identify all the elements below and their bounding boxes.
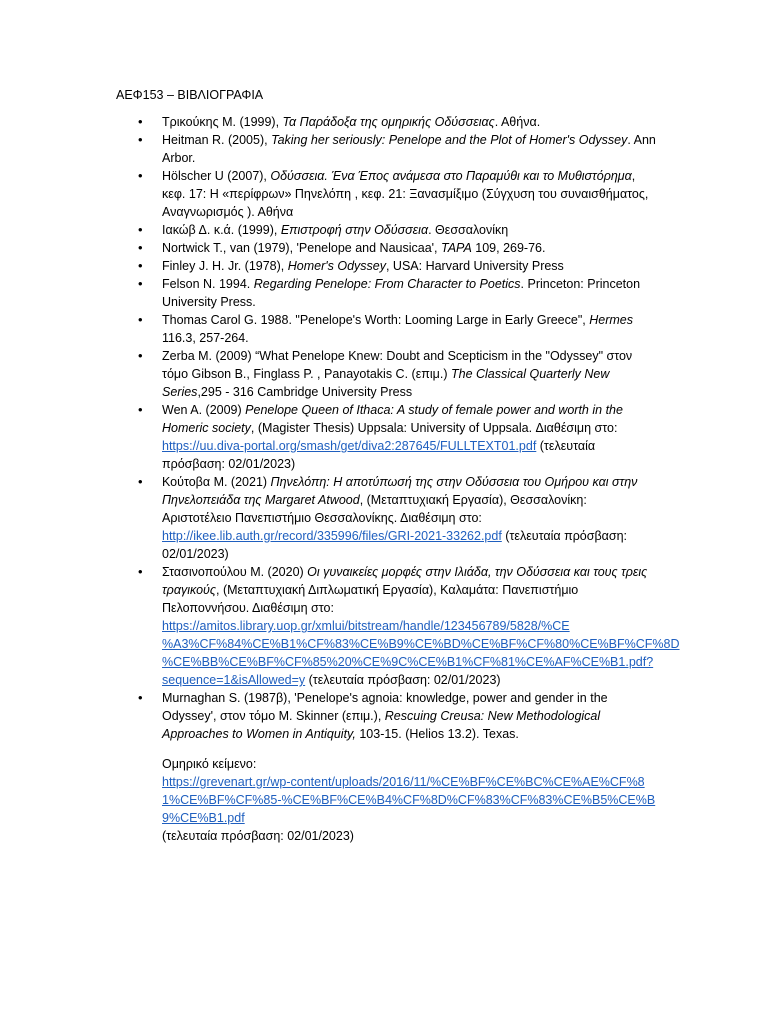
bibliography-entry: • Hölscher U (2007), Οδύσσεια. Ένα Έπος ανάμεσα στο Παραμύθι και το Μυθιστόρημα, κεφ. 17: Η «περίφρων» Πηνελόπη , κεφ. 21: Ξανασμίξιμο (Σύγχυση του συναισθήματος, Αναγνωρισμός ). Αθήνα xyxy=(116,167,656,221)
source-link[interactable]: http://ikee.lib.auth.gr/record/335996/files/GRI-2021-33262.pdf xyxy=(162,529,502,543)
bibliography-entry: • Στασινοπούλου Μ. (2020) Οι γυναικείες μορφές στην Ιλιάδα, την Οδύσσεια και τους τρεις τραγικούς, (Μεταπτυχιακή Διπλωματική Εργασία), Καλαμάτα: Πανεπιστήμιο Πελοποννήσου. Διαθέσιμη στο: https://amitos.library.uop.gr/xmlui/bitstream/handle/123456789/5828/%CE %A3%CF%84%CE%B1%CF%83%CE%B9%CE%BD%CE%BF%CF%80%CE%BF%CF%8D %CE%BB%CE%BF%CF%85%20%CE%9C%CE%B1%CF%81%CE%AF%CE%B1.pdf? sequence=1&isAllowed=y (τελευταία πρόσβαση: 02/01/2023) xyxy=(116,563,656,689)
source-link[interactable]: https://uu.diva-portal.org/smash/get/diva2:287645/FULLTEXT01.pdf xyxy=(162,439,537,453)
document-title: ΑΕΦ153 – ΒΙΒΛΙΟΓΡΑΦΙΑ xyxy=(116,88,264,102)
homeric-text-section xyxy=(162,755,662,845)
bibliography-entry: • Ιακώβ Δ. κ.ά. (1999), Επιστροφή στην Οδύσσεια. Θεσσαλονίκη xyxy=(116,221,656,239)
bibliography-entry: • Murnaghan S. (1987β), 'Penelope's agnoia: knowledge, power and gender in the Odyssey', στον τόμο M. Skinner (επιμ.), Rescuing Creusa: New Methodological Approaches to Women in Antiquity, 103-15. (Helios 13.2). Texas. xyxy=(116,689,656,743)
homeric-text-link[interactable]: https://grevenart.gr/wp-content/uploads/2016/11/%CE%BF%CE%BC%CE%AE%CF%81%CE%BF%CF%85-%CE%BF%CE%B4%CF%8D%CF%83%CF%83%CE%B5%CE%B9%CE%B1.pdf xyxy=(162,775,656,825)
bibliography-entry: • Finley J. H. Jr. (1978), Homer's Odyssey, USA: Harvard University Press xyxy=(116,257,656,275)
bibliography-entry: • Zerba M. (2009) “What Penelope Knew: Doubt and Scepticism in the "Odyssey" στον τόμο Gibson B., Finglass P. , Panayotakis C. (επιμ.) The Classical Quarterly New Series,295 - 316 Cambridge University Press xyxy=(116,347,656,401)
source-link[interactable]: https://amitos.library.uop.gr/xmlui/bitstream/handle/123456789/5828/%CE %A3%CF%84%CE%B1%CF%83%CE%B9%CE%BD%CE%BF%CF%80%CE%BF%CF%8D %CE%BB%CE%BF%CF%85%20%CE%9C%CE%B1%CF%81%CE%AF%CE%B1.pdf? sequence=1&isAllowed=y xyxy=(162,619,680,687)
homeric-heading: Ομηρικό κείμενο: xyxy=(162,757,257,771)
bibliography-entry: • Τρικούκης Μ. (1999), Τα Παράδοξα της ομηρικής Οδύσσειας. Αθήνα. xyxy=(116,113,656,131)
bibliography-entry: • Felson N. 1994. Regarding Penelope: From Character to Poetics. Princeton: Princeton University Press. xyxy=(116,275,656,311)
bibliography-entry: • Heitman R. (2005), Taking her seriously: Penelope and the Plot of Homer's Odyssey. Ann Arbor. xyxy=(116,131,656,167)
bibliography-entry: • Nortwick T., van (1979), 'Penelope and Nausicaa', TAPA 109, 269-76. xyxy=(116,239,656,257)
last-access-note: (τελευταία πρόσβαση: 02/01/2023) xyxy=(162,829,354,843)
bibliography-entry: • Wen A. (2009) Penelope Queen of Ithaca: A study of female power and worth in the Homeric society, (Magister Thesis) Uppsala: University of Uppsala. Διαθέσιμη στο: https://uu.diva-portal.org/smash/get/diva2:287645/FULLTEXT01.pdf (τελευταία πρόσβαση: 02/01/2023) xyxy=(116,401,656,473)
bibliography-entry: • Κούτοβα Μ. (2021) Πηνελόπη: Η αποτύπωσή της στην Οδύσσεια του Ομήρου και στην Πηνελοπειάδα της Margaret Atwood, (Μεταπτυχιακή Εργασία), Θεσσαλονίκη: Αριστοτέλειο Πανεπιστήμιο Θεσσαλονίκης. Διαθέσιμη στο: http://ikee.lib.auth.gr/record/335996/files/GRI-2021-33262.pdf (τελευταία πρόσβαση: 02/01/2023) xyxy=(116,473,656,563)
bibliography-list xyxy=(116,113,680,743)
bibliography-entry: • Thomas Carol G. 1988. "Penelope's Worth: Looming Large in Early Greece", Hermes 116.3, 257-264. xyxy=(116,311,656,347)
